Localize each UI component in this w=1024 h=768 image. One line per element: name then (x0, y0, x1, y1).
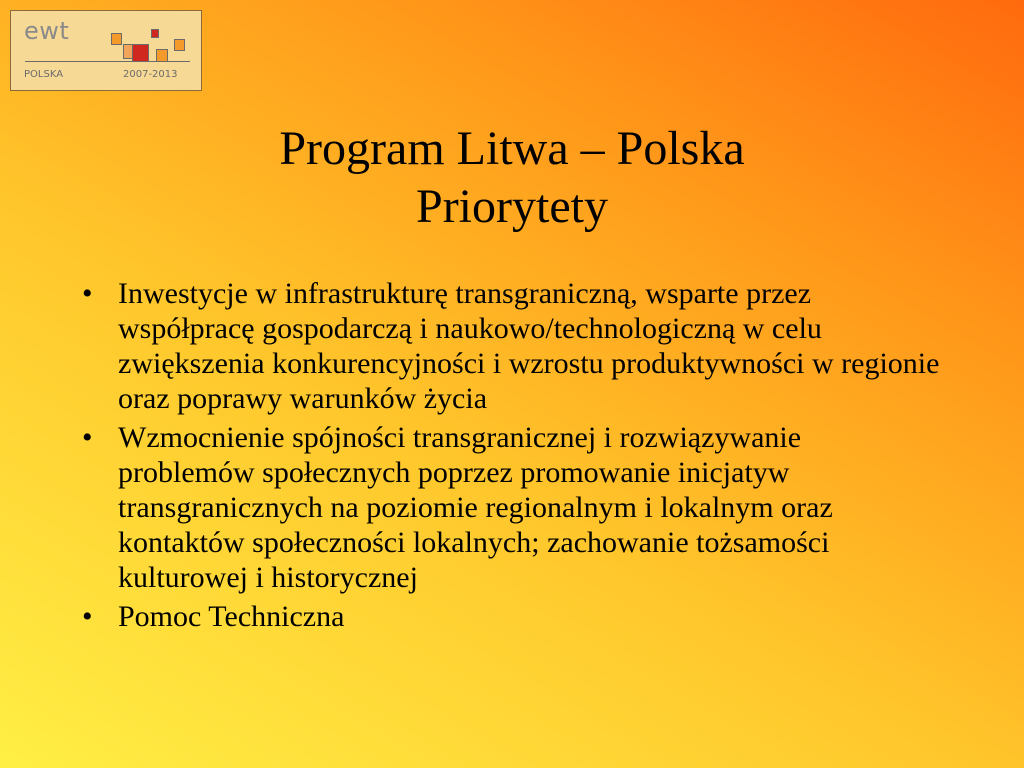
bullet-marker: • (82, 277, 93, 310)
bullet-text: Pomoc Techniczna (118, 600, 345, 633)
slide-title (0, 120, 1024, 236)
bullet-marker: • (82, 600, 93, 633)
bullet-list (80, 276, 940, 638)
bullet-item-technical-assistance (80, 599, 940, 634)
logo-square-red-large (132, 44, 149, 62)
bullet-marker: • (82, 421, 93, 454)
logo-country-text: POLSKA (24, 69, 64, 80)
bullet-text: Wzmocnienie spójności transgranicznej i rozwiązywanie problemów społecznych poprzez promowanie inicjatyw transgranicznych na poziomie regionalnym i lokalnym oraz kontaktów społeczności lokalnych; zachowanie tożsamości kulturowej i historycznej (118, 421, 833, 594)
logo-square-orange-small (111, 33, 122, 45)
slide-title-line-2: Priorytety (416, 180, 608, 233)
ewt-logo (10, 10, 202, 91)
bullet-text: Inwestycje w infrastrukturę transgraniczną, wsparte przez współpracę gospodarczą i naukowo/technologiczną w celu zwiększenia konkurencyjności i wzrostu produktywności w regionie oraz poprawy warunków życia (118, 277, 940, 415)
logo-divider (25, 61, 190, 62)
logo-brand-text: ewt (24, 17, 70, 45)
bullet-item-cohesion (80, 420, 940, 595)
logo-years-text: 2007-2013 (123, 69, 178, 80)
logo-square-red-small (151, 29, 159, 38)
bullet-item-infrastructure (80, 276, 940, 416)
slide-title-line-1: Program Litwa – Polska (279, 122, 745, 175)
logo-square-orange-right (174, 39, 185, 51)
